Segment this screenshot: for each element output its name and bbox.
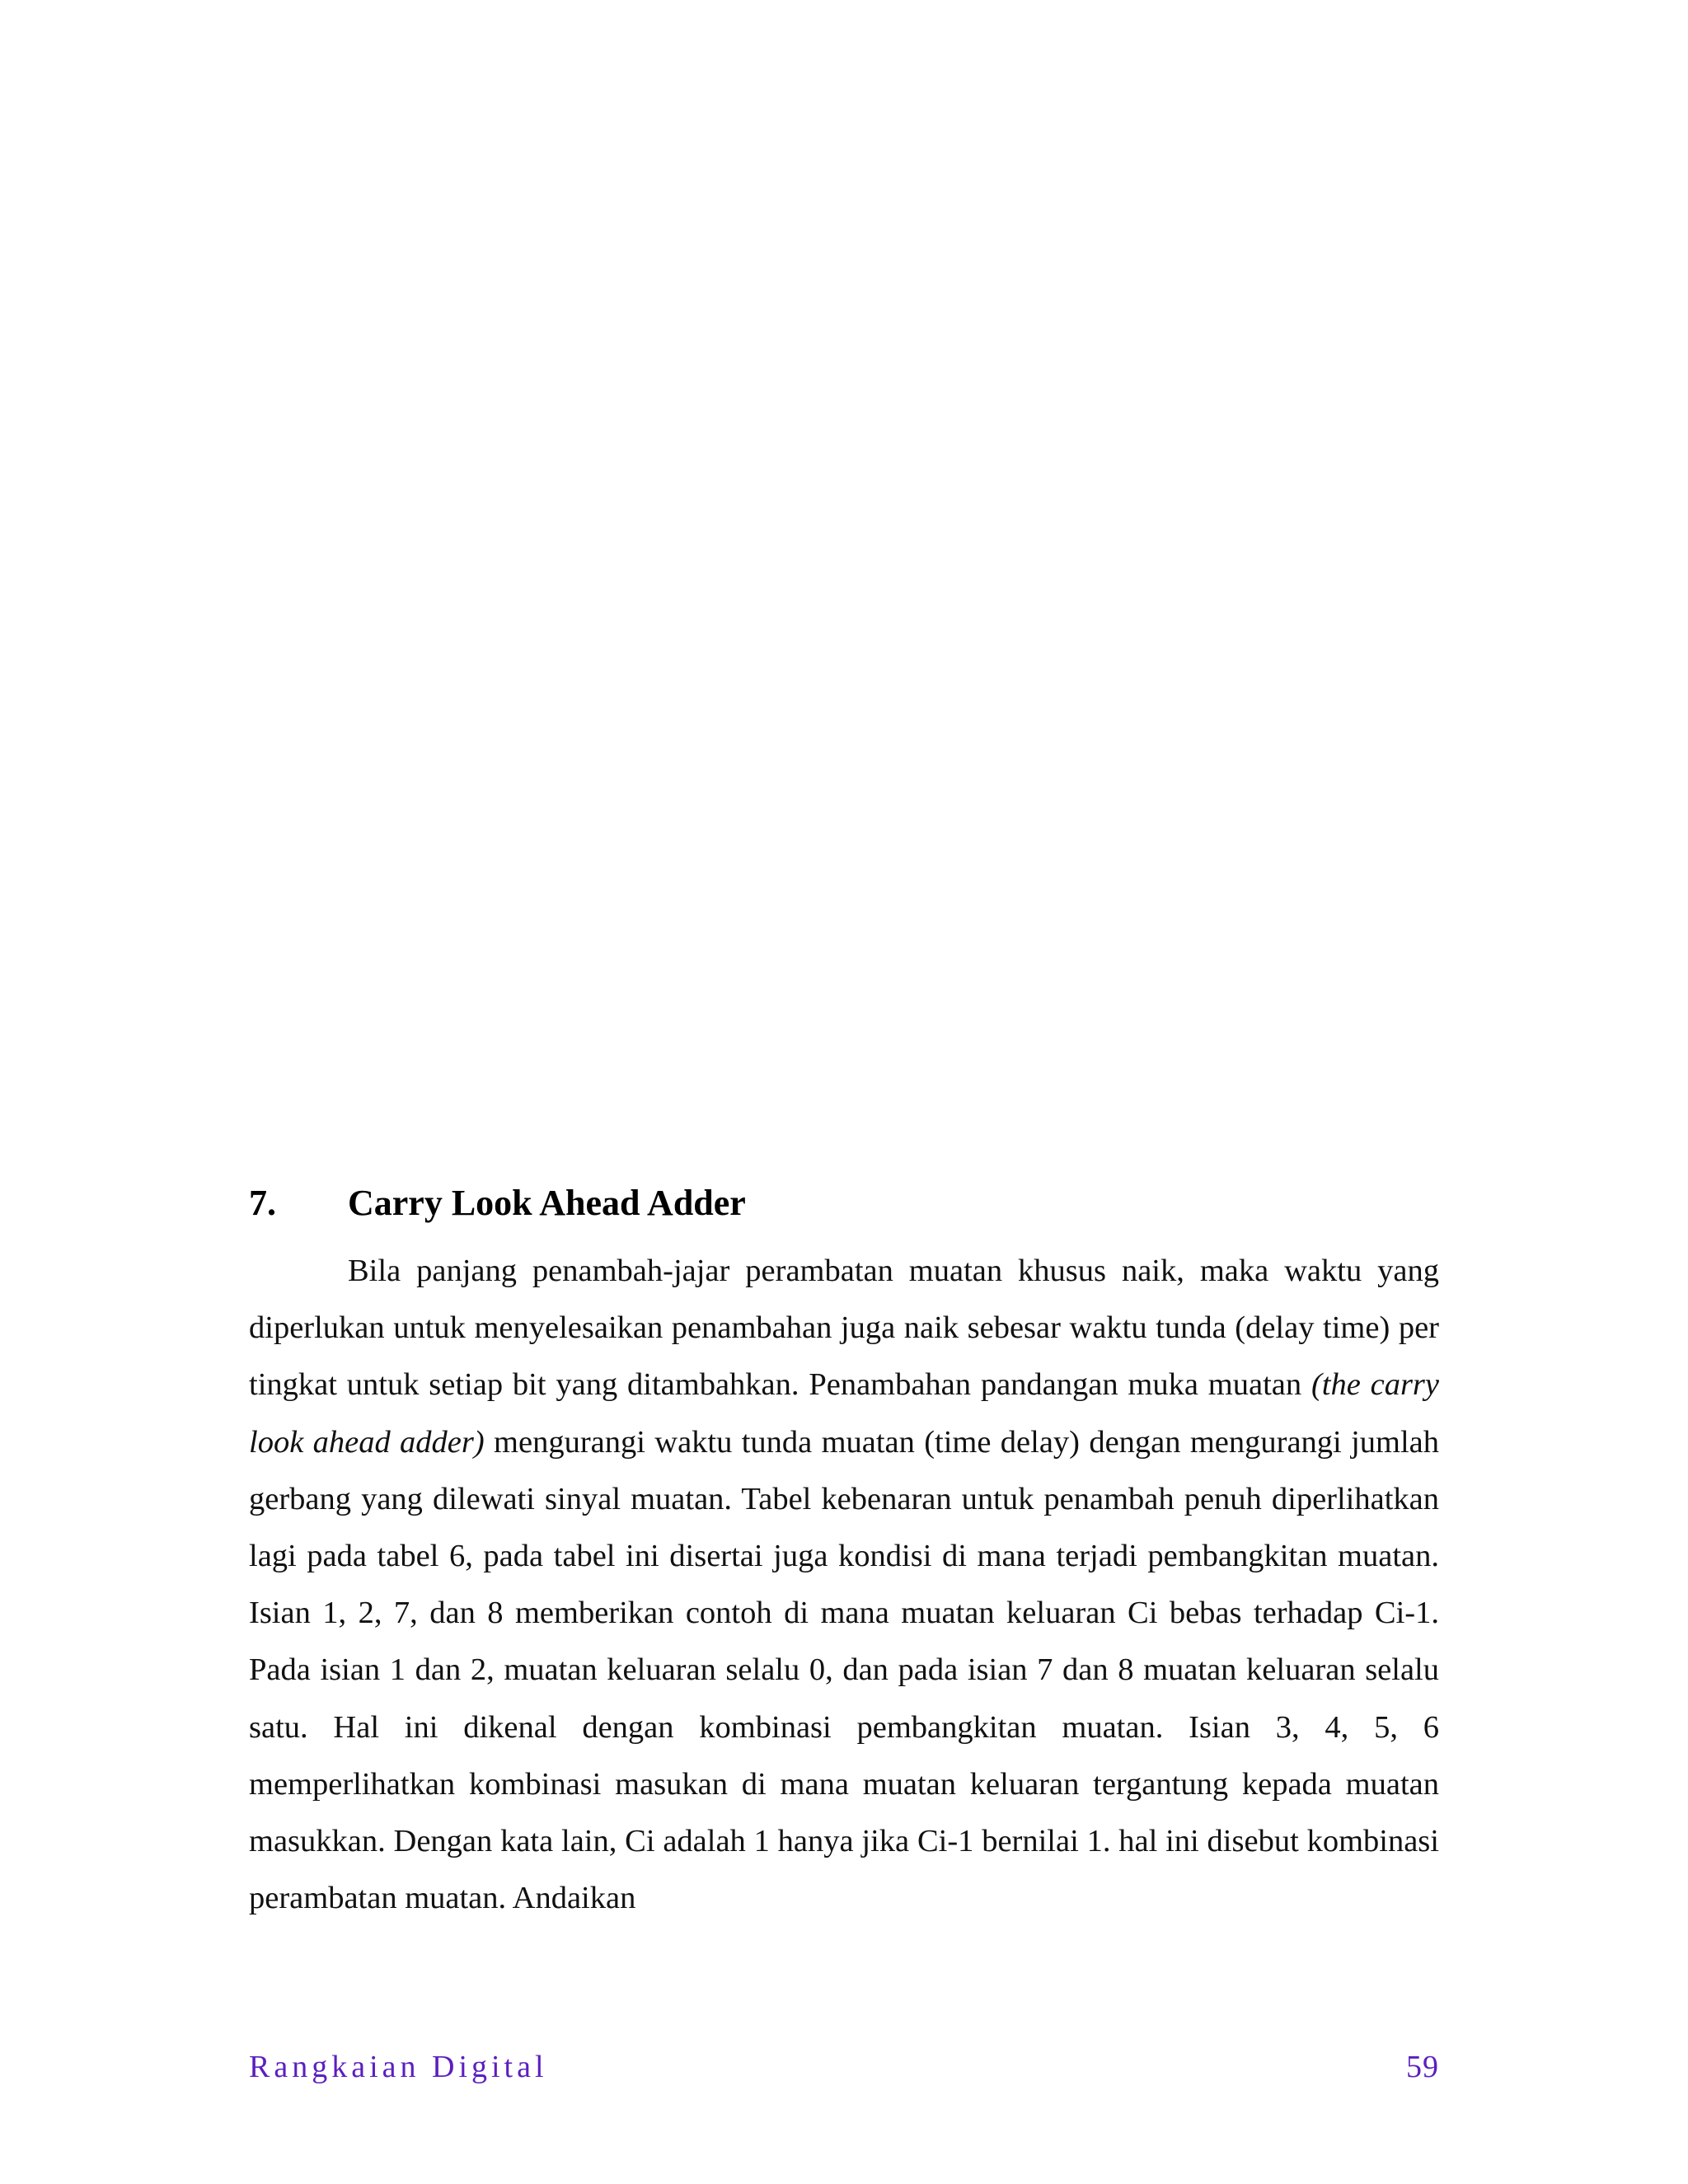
paragraph-text-part-1: Bila panjang penambah-jajar perambatan muatan khusus naik, maka waktu yang diperlukan untuk menyelesaikan penambahan juga naik sebesar waktu tunda (delay time) per tingkat untuk setiap bit yang ditambahkan. Penambahan pandangan muka muatan — [249, 1254, 1439, 1403]
body-paragraph — [249, 1243, 1439, 1927]
section-title: Carry Look Ahead Adder — [348, 1183, 746, 1223]
footer-page-number: 59 — [1406, 2050, 1439, 2084]
paragraph-text-part-2: mengurangi waktu tunda muatan (time delay) dengan mengurangi jumlah gerbang yang dilewati sinyal muatan. Tabel kebenaran untuk penambah penuh diperlihatkan lagi pada tabel 6, pada tabel ini disertai juga kondisi di mana terjadi pembangkitan muatan. Isian 1, 2, 7, dan 8 memberikan contoh di mana muatan keluaran Ci bebas terhadap Ci-1. Pada isian 1 dan 2, muatan keluaran selalu 0, dan pada isian 7 dan 8 muatan keluaran selalu satu. Hal ini dikenal dengan kombinasi pembangkitan muatan. Isian 3, 4, 5, 6 memperlihatkan kombinasi masukan di mana muatan keluaran tergantung kepada muatan masukkan. Dengan kata lain, Ci adalah 1 hanya jika Ci-1 bernilai 1. hal ini disebut kombinasi perambatan muatan. Andaikan — [249, 1424, 1440, 1916]
paragraph-italic-term: (the carry look ahead adder) — [249, 1367, 1440, 1460]
footer-book-title: Rangkaian Digital — [249, 2050, 548, 2084]
section-heading — [249, 1179, 1441, 1228]
section-number: 7. — [249, 1183, 276, 1223]
page-footer — [249, 2044, 1439, 2090]
